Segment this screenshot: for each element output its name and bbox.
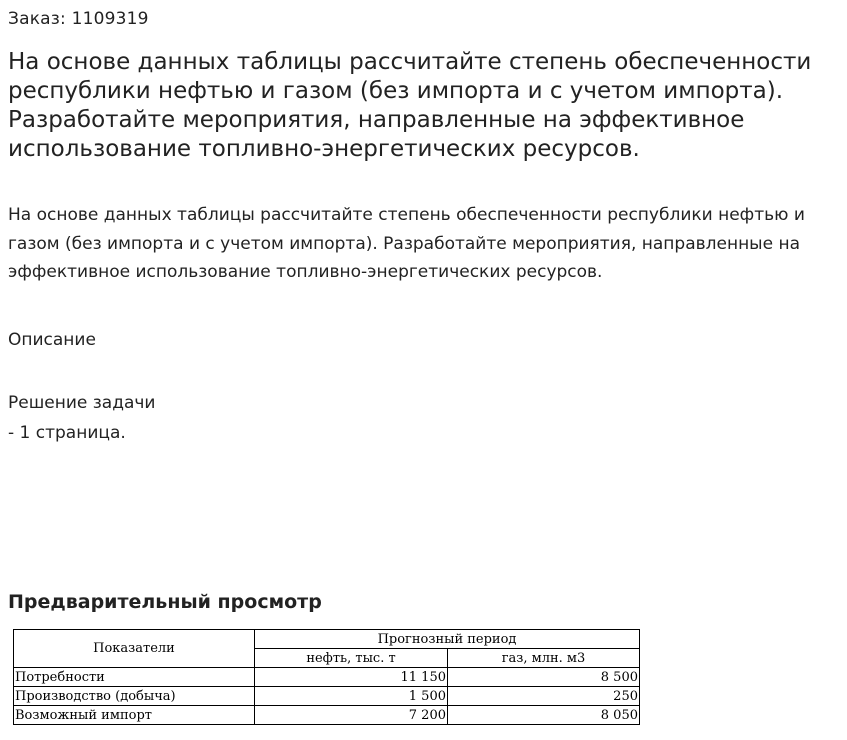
- row-oil-value: 7 200: [255, 706, 448, 725]
- row-oil-value: 1 500: [255, 687, 448, 706]
- table-row: [14, 706, 640, 725]
- header-indicators: Показатели: [14, 630, 255, 668]
- row-oil-value: 11 150: [255, 668, 448, 687]
- header-oil: нефть, тыс. т: [255, 649, 448, 668]
- solution-title: Решение задачи: [8, 393, 156, 413]
- header-gas: газ, млн. м3: [448, 649, 640, 668]
- preview-table: [13, 629, 640, 725]
- row-label: Возможный импорт: [14, 706, 255, 725]
- preview-title: Предварительный просмотр: [8, 591, 322, 613]
- row-gas-value: 8 050: [448, 706, 640, 725]
- task-heading: На основе данных таблицы рассчитайте степень обеспеченности республики нефтью и газом (без импорта и с учетом импорта). Разработайте мероприятия, направленные на эффективное использование топливно-энергетических ресурсов.: [8, 49, 812, 162]
- description-label: Описание: [8, 330, 96, 350]
- row-label: Производство (добыча): [14, 687, 255, 706]
- header-forecast-period: Прогнозный период: [255, 630, 640, 649]
- row-gas-value: 250: [448, 687, 640, 706]
- table-row: [14, 668, 640, 687]
- row-gas-value: 8 500: [448, 668, 640, 687]
- table-header-row: [14, 630, 640, 649]
- solution-pages: - 1 страница.: [8, 423, 126, 443]
- task-body: На основе данных таблицы рассчитайте степень обеспеченности республики нефтью и газом (без импорта и с учетом импорта). Разработайте мероприятия, направленные на эффективное использование топливно-энергетических ресурсов.: [8, 205, 805, 282]
- order-number: Заказ: 1109319: [8, 9, 149, 29]
- row-label: Потребности: [14, 668, 255, 687]
- table-row: [14, 687, 640, 706]
